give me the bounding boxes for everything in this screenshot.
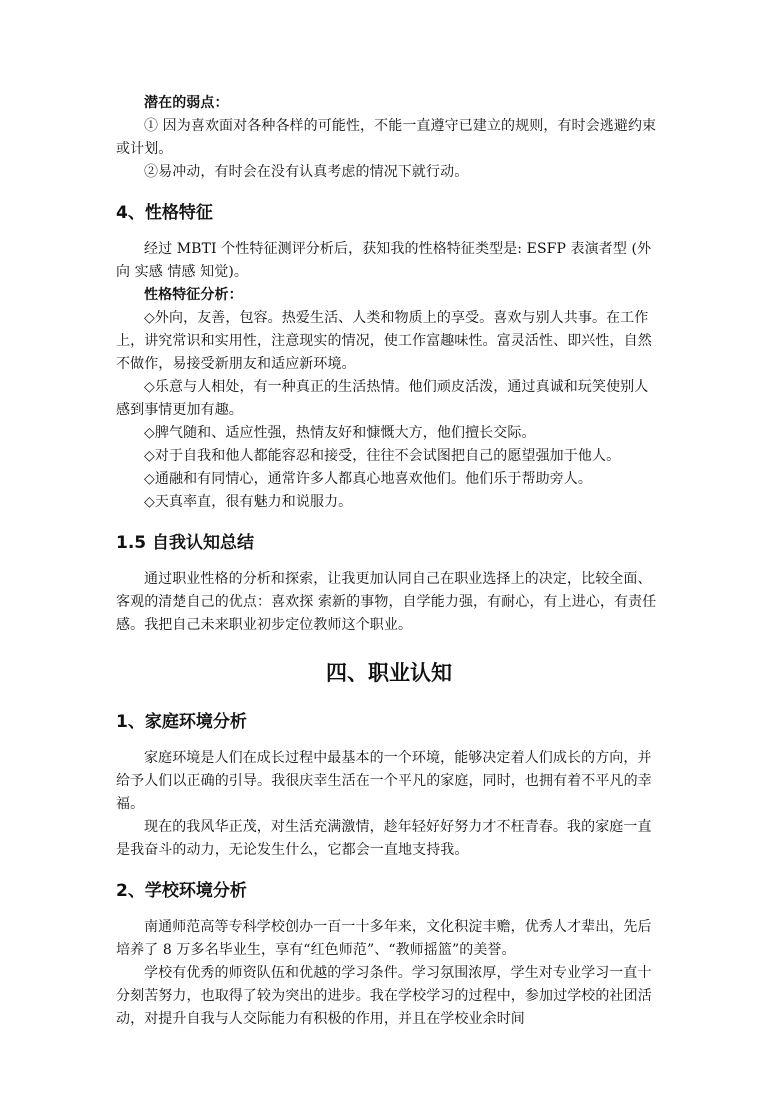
school-paragraph-2: 学校有优秀的师资队伍和优越的学习条件。学习氛围浓厚，学生对专业学习一直十分刻苦努力，也取得了较为突出的进步。我在学校学习的过程中，参加过学校的社团活动，对提升自我与人交际能力有积极的作用，并且在学校业余时间 xyxy=(116,965,652,1027)
family-paragraph-2: 现在的我风华正茂，对生活充满激情，趁年轻好好努力才不枉青春。我的家庭一直是我奋斗的动力，无论发生什么，它都会一直地支持我。 xyxy=(116,819,652,858)
trait-item-4: ◇对于自我和他人都能容忍和接受，往往不会试图把自己的愿望强加于他人。 xyxy=(144,448,621,464)
trait-item-6: ◇天真率直，很有魅力和说服力。 xyxy=(144,494,353,510)
trait-item-1: ◇外向，友善，包容。热爱生活、人类和物质上的享受。喜欢与别人共事。在工作上，讲究常识和实用性，注意现实的情况，使工作富趣味性。富灵活性、即兴性，自然不做作，易接受新朋友和适应新环境。 xyxy=(116,310,652,372)
page-content xyxy=(116,92,662,1031)
self-summary-text: 通过职业性格的分析和探索，让我更加认同自己在职业选择上的决定，比较全面、客观的清楚自己的优点：喜欢探 索新的事物，自学能力强，有耐心，有上进心，有责任感。我把自己未来职业初步定位教师这个职业。 xyxy=(116,571,657,633)
weakness-item-1: ① 因为喜欢面对各种各样的可能性，不能一直遵守已建立的规则，有时会逃避约束或计划。 xyxy=(116,118,657,157)
section-title-school-environment: 2、学校环境分析 xyxy=(116,881,247,901)
section-title-personality-traits: 4、性格特征 xyxy=(116,203,213,223)
weakness-heading: 潜在的弱点： xyxy=(144,95,229,111)
chapter-title-career-cognition: 四、职业认知 xyxy=(326,661,452,685)
school-paragraph-1: 南通师范高等专科学校创办一百一十多年来，文化积淀丰赡，优秀人才辈出，先后培养了 8 万多名毕业生，享有“红色师范”、“教师摇篮”的美誉。 xyxy=(116,919,652,958)
mbti-intro: 经过 MBTI 个性特征测评分析后，获知我的性格特征类型是: ESFP 表演者型 (外向 实感 情感 知觉)。 xyxy=(116,241,652,280)
weakness-item-2: ②易冲动，有时会在没有认真考虑的情况下就行动。 xyxy=(144,164,469,180)
trait-item-5: ◇通融和有同情心，通常许多人都真心地喜欢他们。他们乐于帮助旁人。 xyxy=(144,471,592,487)
trait-item-2: ◇乐意与人相处，有一种真正的生活热情。他们顽皮活泼，通过真诚和玩笑使别人感到事情更加有趣。 xyxy=(116,379,649,418)
section-title-self-summary: 1.5 自我认知总结 xyxy=(116,533,255,553)
trait-analysis-heading: 性格特征分析： xyxy=(144,287,243,303)
family-paragraph-1: 家庭环境是人们在成长过程中最基本的一个环境，能够决定着人们成长的方向，并给予人们以正确的引导。我很庆幸生活在一个平凡的家庭，同时，也拥有着不平凡的幸福。 xyxy=(116,750,652,812)
section-title-family-environment: 1、家庭环境分析 xyxy=(116,712,247,732)
trait-item-3: ◇脾气随和、适应性强，热情友好和慷慨大方，他们擅长交际。 xyxy=(144,425,536,441)
